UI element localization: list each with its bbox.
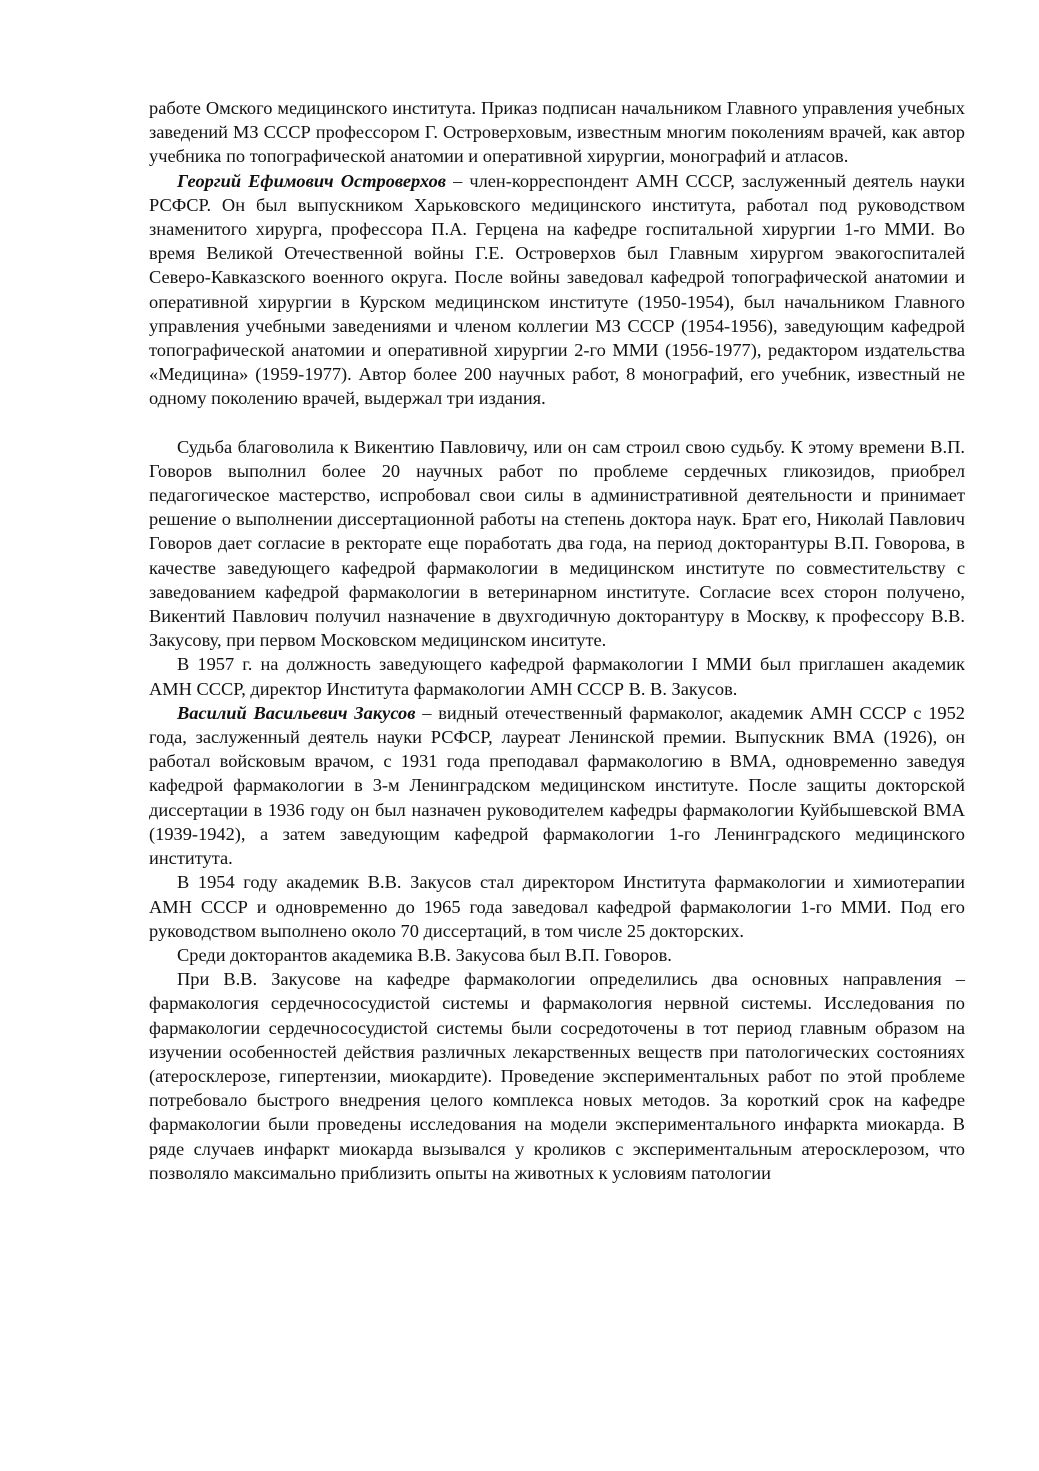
paragraph-1957 [149,652,965,700]
paragraph-text: работе Омского медицинского института. Приказ подписан начальником Главного управления учебных заведений МЗ СССР профессором Г. Островерховым, известным многим поколениям врачей, как автор учебника по топографической анатомии и оперативной хирургии, монографий и атласов. [149,98,965,167]
paragraph-1954 [149,870,965,943]
paragraph-text: При В.В. Закусове на кафедре фармакологии определились два основных направления – фармакология сердечнососудистой системы и фармакология нервной системы. Исследования по фармакологии сердечнососудистой системы были сосредоточены в тот период главным образом на изучении особенностей действия различных лекарственных веществ при патологических состояниях (атеросклерозе, гипертензии, миокардите). Проведение экспериментальных работ по этой проблеме потребовало быстрого внедрения целого комплекса новых методов. За короткий срок на кафедре фармакологии были проведены исследования на модели экспериментального инфаркта миокарда. В ряде случаев инфаркт миокарда вызывался у кроликов с экспериментальным атеросклерозом, что позволяло максимально приблизить опыты на животных к условиям патологии [149,969,965,1183]
paragraph-text: Среди докторантов академика В.В. Закусова был В.П. Говоров. [177,944,672,965]
paragraph-doctorate [149,435,965,653]
paragraph-zakusov-bio [149,701,965,870]
paragraph-text: В 1957 г. на должность заведующего кафедрой фармакологии I ММИ был приглашен академик АМН СССР, директор Института фармакологии АМН СССР В. В. Закусов. [149,654,965,699]
paragraph-doctoral-students [149,943,965,967]
paragraph-text: Судьба благоволила к Викентию Павловичу, или он сам строил свою судьбу. К этому времени В.П. Говоров выполнил более 20 научных работ по проблеме сердечных гликозидов, приобрел педагогическое мастерство, испробовал свои силы в административной деятельности и принимает решение о выполнении диссертационной работы на степень доктора наук. Брат его, Николай Павлович Говоров дает согласие в ректорате еще поработать два года, на период докторантуры В.П. Говорова, в качестве заведующего кафедрой фармакологии в медицинском институте по совместительству с заведованием кафедрой фармакологии в ветеринарном институте. Согласие всех сторон получено, Викентий Павлович получил назначение в двухгодичную докторантуру в Москву, к профессору В.В. Закусову, при первом Московском медицинском инситуте. [149,436,965,651]
person-name-ostroverkhov: Георгий Ефимович Островерхов [177,170,447,191]
paragraph-continuation [149,96,965,169]
paragraph-gap [149,411,965,435]
paragraph-research-directions [149,967,965,1185]
paragraph-ostroverkhov-bio [149,169,965,411]
paragraph-text: – член-корреспондент АМН СССР, заслуженный деятель науки РСФСР. Он был выпускником Харьковского медицинского института, работал под руководством знаменитого хирурга, профессора П.А. Герцена на кафедре госпитальной хирургии 1-го ММИ. Во время Великой Отечественной войны Г.Е. Островерхов был Главным хирургом эвакогоспиталей Северо-Кавказского военного округа. После войны заведовал кафедрой топографической анатомии и оперативной хирургии в Курском медицинском институте (1950-1954), был начальником Главного управления учебными заведениями и членом коллегии МЗ СССР (1954-1956), заведующим кафедрой топографической анатомии и оперативной хирургии 2-го ММИ (1956-1977), редактором издательства «Медицина» (1959-1977). Автор более 200 научных работ, 8 монографий, его учебник, известный не одному поколению врачей, выдержал три издания. [149,170,965,409]
paragraph-text: – видный отечественный фармаколог, академик АМН СССР с 1952 года, заслуженный деятель науки РСФСР, лауреат Ленинской премии. Выпускник ВМА (1926), он работал войсковым врачом, с 1931 года преподавал фармакологию в ВМА, одновременно заведуя кафедрой фармакологии в 3-м Ленинградском медицинском институте. После защиты докторской диссертации в 1936 году он был назначен руководителем кафедры фармакологии Куйбышевской ВМА (1939-1942), а затем заведующим кафедрой фармакологии 1-го Ленинградского медицинского института. [149,702,965,869]
paragraph-text: В 1954 году академик В.В. Закусов стал директором Института фармакологии и химиотерапии АМН СССР и одновременно до 1965 года заведовал кафедрой фармакологии 1-го ММИ. Под его руководством выполнено около 70 диссертаций, в том числе 25 докторских. [149,872,965,941]
document-page [149,96,965,1185]
person-name-zakusov: Василий Васильевич Закусов [177,702,416,723]
